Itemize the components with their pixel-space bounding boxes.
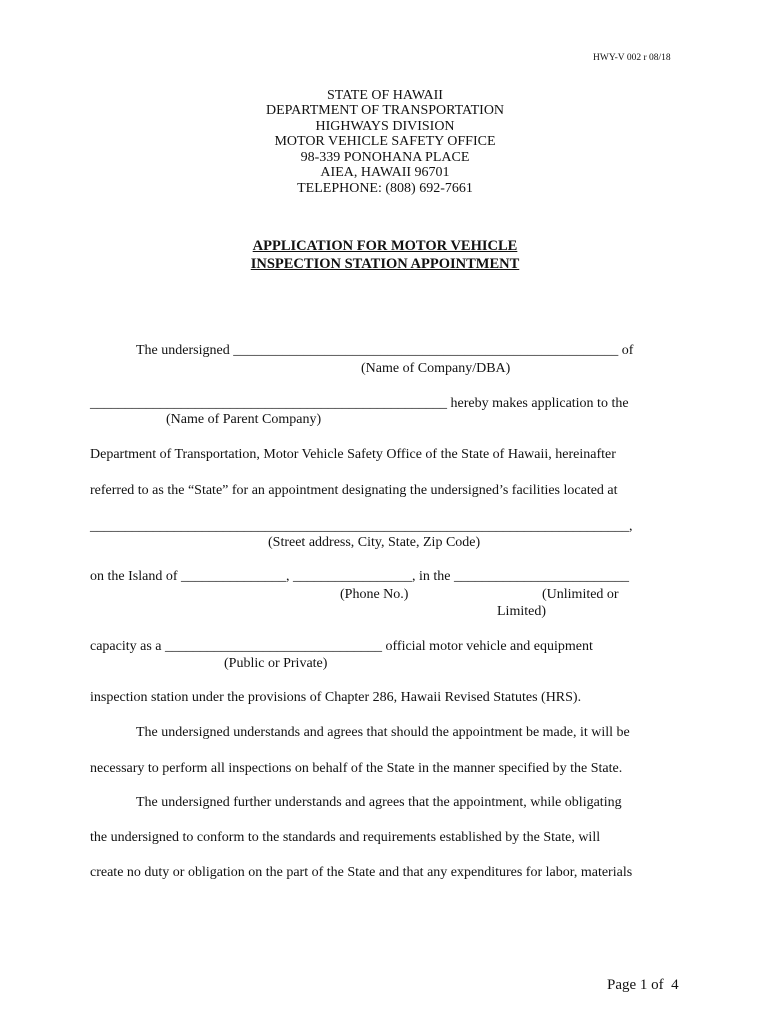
header-agency-line-4: MOTOR VEHICLE SAFETY OFFICE: [274, 134, 496, 149]
header-agency-line-3: HIGHWAYS DIVISION: [315, 119, 455, 134]
unlimited-caption: (Unlimited or: [542, 587, 619, 602]
header-agency-line-7: TELEPHONE: (808) 692-7661: [297, 181, 473, 196]
phone-caption: (Phone No.): [340, 587, 409, 602]
header-agency-line-6: AIEA, HAWAII 96701: [320, 165, 450, 180]
body-text-line: The undersigned understands and agrees that should the appointment be made, it will be: [136, 725, 630, 740]
form-code: HWY-V 002 r 08/18: [593, 53, 671, 63]
document-title-line-1: APPLICATION FOR MOTOR VEHICLE: [252, 238, 518, 254]
company-name-caption: (Name of Company/DBA): [361, 361, 511, 376]
header-agency-line-5: 98-339 PONOHANA PLACE: [300, 150, 470, 165]
body-text-line: The undersigned further understands and agrees that the appointment, while obligating: [136, 795, 622, 810]
public-private-caption: (Public or Private): [224, 656, 328, 671]
capacity-line: capacity as a _______________________________ official motor vehicle and equipment: [90, 639, 593, 654]
limited-caption: Limited): [497, 604, 546, 619]
parent-company-line: ___________________________________________________ hereby makes application to the: [90, 396, 629, 411]
document-title-line-2: INSPECTION STATION APPOINTMENT: [250, 256, 520, 272]
island-phone-line: on the Island of _______________, _________________, in the _________________________: [90, 569, 629, 584]
street-address-caption: (Street address, City, State, Zip Code): [268, 535, 481, 550]
body-text-line: inspection station under the provisions of Chapter 286, Hawaii Revised Statutes (HRS).: [90, 690, 582, 705]
body-text-line: Department of Transportation, Motor Vehicle Safety Office of the State of Hawaii, hereinafter: [90, 447, 616, 462]
body-text-line: create no duty or obligation on the part of the State and that any expenditures for labor, materials: [90, 865, 633, 880]
parent-company-caption: (Name of Parent Company): [166, 412, 322, 427]
body-text-line: referred to as the “State” for an appointment designating the undersigned’s facilities located at: [90, 483, 618, 498]
body-text-line: necessary to perform all inspections on behalf of the State in the manner specified by the State.: [90, 761, 623, 776]
header-agency-line-1: STATE OF HAWAII: [327, 88, 443, 103]
body-text-line: the undersigned to conform to the standards and requirements established by the State, will: [90, 830, 601, 845]
page-number: Page 1 of 4: [607, 977, 679, 993]
header-agency-line-2: DEPARTMENT OF TRANSPORTATION: [265, 103, 505, 118]
street-address-line: _____________________________________________________________________________,: [90, 519, 633, 534]
applicant-company-line: The undersigned _______________________________________________________ of: [136, 343, 634, 358]
